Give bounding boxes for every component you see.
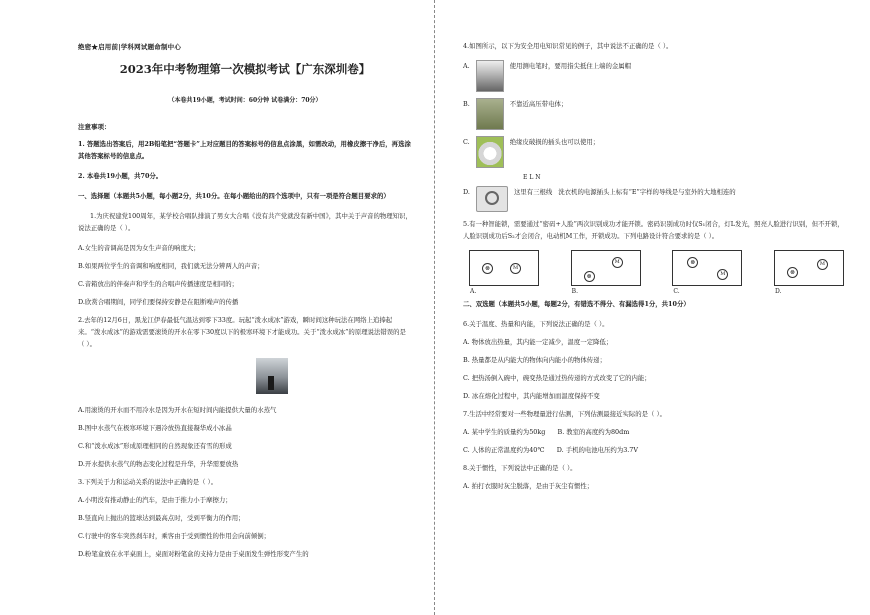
exam-meta: （本卷共19小题，考试时间：60分钟 试卷满分：70分） <box>168 97 322 104</box>
q4-option-c <box>463 136 850 168</box>
section1-heading: 一、选择题（本题共5小题，每小题2分，共10分。在每小题给出的四个选项中，只有一项是符合题目要求的） <box>78 192 390 200</box>
q4-option-c-text: 绝缘皮破损的插头也可以使用； <box>509 138 600 146</box>
q1-option-d: D.欣赏合唱期间，同学们要保持安静是在阻断噪声的传播 <box>78 298 239 306</box>
q7-option-d: D. 手机的电池电压约为3.7V <box>556 446 638 454</box>
circuit-b-label: B. <box>571 288 578 295</box>
circuit-d <box>774 250 844 295</box>
q4-option-b <box>463 98 850 130</box>
q6-stem: 6.关于温度、热量和内能，下列说法正确的是（ ）。 <box>463 320 609 328</box>
q8-stem: 8.关于惯性，下列说法中正确的是（ ）。 <box>463 464 577 472</box>
q2-option-c: C.和“泼水成冰”形成原理相同的自然现象还有雪的形成 <box>78 442 232 450</box>
circuit-a <box>469 250 539 295</box>
q4-option-b-letter: B. <box>463 100 470 108</box>
q3-option-b: B.竖直向上抛出的篮球达到最高点时，受到平衡力的作用； <box>78 514 245 522</box>
q1-option-a: A.女生的音调高是因为女生声音的响度大； <box>78 244 200 252</box>
plug-label-e: E <box>523 174 528 181</box>
circuit-b <box>571 250 641 295</box>
q5-stem: 5.有一种智能锁，需要通过“密码+人脸”两次识别成功才能开锁。密码识别成功时仅S₁闭合，灯L发光，照亮人脸进行识别，但不开锁，人脸识别成功后S₂才会闭合，电动机M工作，开锁成功。下列电路设计符合要求的是（ ）。 <box>463 220 844 240</box>
washing-machine-image <box>476 186 508 212</box>
q8-option-a: A. 拍打衣服时灰尘脱落，是由于灰尘有惯性； <box>463 482 594 490</box>
damaged-plug-image <box>476 136 504 168</box>
q2-stem: 2.去年的12月6日，黑龙江伊春最低气温达到零下33度。玩起“泼水成冰”游戏，瞬时间这种玩法在网络上追捧起来。“泼水成冰”的游戏需要滚烫的开水在零下30度以下的极寒环境下才能成功。关于“泼水成冰”的原理说法错误的是（ ）。 <box>78 316 406 348</box>
q3-option-d: D.粉笔盒放在水平桌面上，桌面对粉笔盒的支持力是由于桌面发生弹性形变产生的 <box>78 550 309 558</box>
circuit-c <box>672 250 742 295</box>
q1-option-b: B.如果两位学生的音调和响度相同，我们就无法分辨两人的声音； <box>78 262 264 270</box>
notice-item-2: 2. 本卷共19小题，共70分。 <box>78 172 163 180</box>
lamp-icon: ⊗ <box>584 271 595 282</box>
q4-option-b-text: 不靠近高压带电体； <box>509 100 568 108</box>
circuit-c-label: C. <box>673 288 680 295</box>
q4-option-d <box>463 186 850 212</box>
plug-diagram <box>523 174 850 182</box>
circuit-a-label: A. <box>470 288 477 295</box>
q4-option-a-text: 使用测电笔时，要用指尖抵住上端的金属帽 <box>509 62 632 70</box>
q3-option-a: A.小明没有推动静止的汽车，是由于推力小于摩擦力； <box>78 496 232 504</box>
notice-heading: 注意事项： <box>78 123 111 131</box>
q7-option-b: B. 教室的高度约为80dm <box>557 428 630 436</box>
test-pen-image <box>476 60 504 92</box>
q5-circuit-options <box>469 250 844 295</box>
q6-option-c: C. 把热汤倒入碗中，碗变热是通过热传递的方式改变了它的内能； <box>463 374 651 382</box>
q2-figure-image <box>256 358 288 394</box>
plug-label-l: L <box>529 174 534 181</box>
lamp-icon: ⊗ <box>687 257 698 268</box>
lamp-icon: ⊗ <box>787 267 798 278</box>
q7-option-c: C. 人体的正常温度约为40℃ <box>463 446 545 454</box>
right-page <box>435 0 870 615</box>
motor-icon: M <box>817 259 828 270</box>
q2-option-d: D.开水提供水蒸气的物态变化过程是升华，升华需要放热 <box>78 460 239 468</box>
secret-mark: 绝密★启用前|学科网试题命制中心 <box>78 43 182 51</box>
high-voltage-sign-image <box>476 98 504 130</box>
q4-option-a <box>463 60 850 92</box>
q1-stem: 1.为庆祝建党100周年，某学校合唱队排演了男女大合唱《没有共产党就没有新中国》，其中关于声音的物理知识，说法正确的是（ ）。 <box>78 212 412 232</box>
q6-option-d: D. 冰在熔化过程中，其内能增加而温度保持不变 <box>463 392 600 400</box>
q1-option-c: C.音箱放出的伴奏声和学生的合唱声传播速度是相同的； <box>78 280 239 288</box>
plug-caption: 这里有三根线 <box>513 188 553 196</box>
q7-options-ab <box>463 426 850 438</box>
motor-icon: M <box>510 263 521 274</box>
q2-option-b: B.图中水蒸气在极寒环境下遇冷放热直接凝华成小冰晶 <box>78 424 232 432</box>
q7-option-a: A. 某中学生的质量约为50kg <box>463 428 546 436</box>
q7-options-cd <box>463 444 850 456</box>
q6-option-b: B. 热量都是从内能大的物体向内能小的物体传递； <box>463 356 606 364</box>
q2-option-a: A.用滚烫的开水而不用冷水是因为开水在短时间内能提供大量的水蒸气 <box>78 406 277 414</box>
q4-option-d-text: 洗衣机的电源插头上标有“E”字样的导线是与室外的大地相连的 <box>558 188 736 196</box>
motor-icon: M <box>717 269 728 280</box>
q3-stem: 3.下列关于力和运动关系的说法中正确的是（ ）。 <box>78 478 218 486</box>
notice-item-1: 1. 答题选出答案后，用2B铅笔把“答题卡”上对应题目的答案标号的信息点涂黑，如需改动，用橡皮擦干净后，再选涂其他答案标号的信息点。 <box>78 140 411 160</box>
q7-stem: 7.生活中经常要对一些物理量进行估测，下列估测最接近实际的是（ ）。 <box>463 410 667 418</box>
circuit-d-label: D. <box>774 288 782 295</box>
q6-option-a: A. 物体放出热量，其内能一定减少，温度一定降低； <box>463 338 613 346</box>
motor-icon: M <box>612 257 623 268</box>
lamp-icon: ⊗ <box>482 263 493 274</box>
q4-option-d-letter: D. <box>463 188 470 196</box>
q4-option-c-letter: C. <box>463 138 470 146</box>
q4-option-a-letter: A. <box>463 62 470 70</box>
section2-heading: 二、双选题（本题共5小题，每题2分，有错选不得分、有漏选得1分，共10分） <box>463 300 690 308</box>
exam-title: 2023年中考物理第一次模拟考试【广东深圳卷】 <box>119 62 371 76</box>
q4-stem: 4.如图所示，以下为安全用电知识常见的例子，其中说法不正确的是（ ）。 <box>463 42 673 50</box>
plug-label-n: N <box>535 174 541 181</box>
q3-option-c: C.行驶中的客车突然刹车时，乘客由于受到惯性的作用会向前倾倒； <box>78 532 271 540</box>
